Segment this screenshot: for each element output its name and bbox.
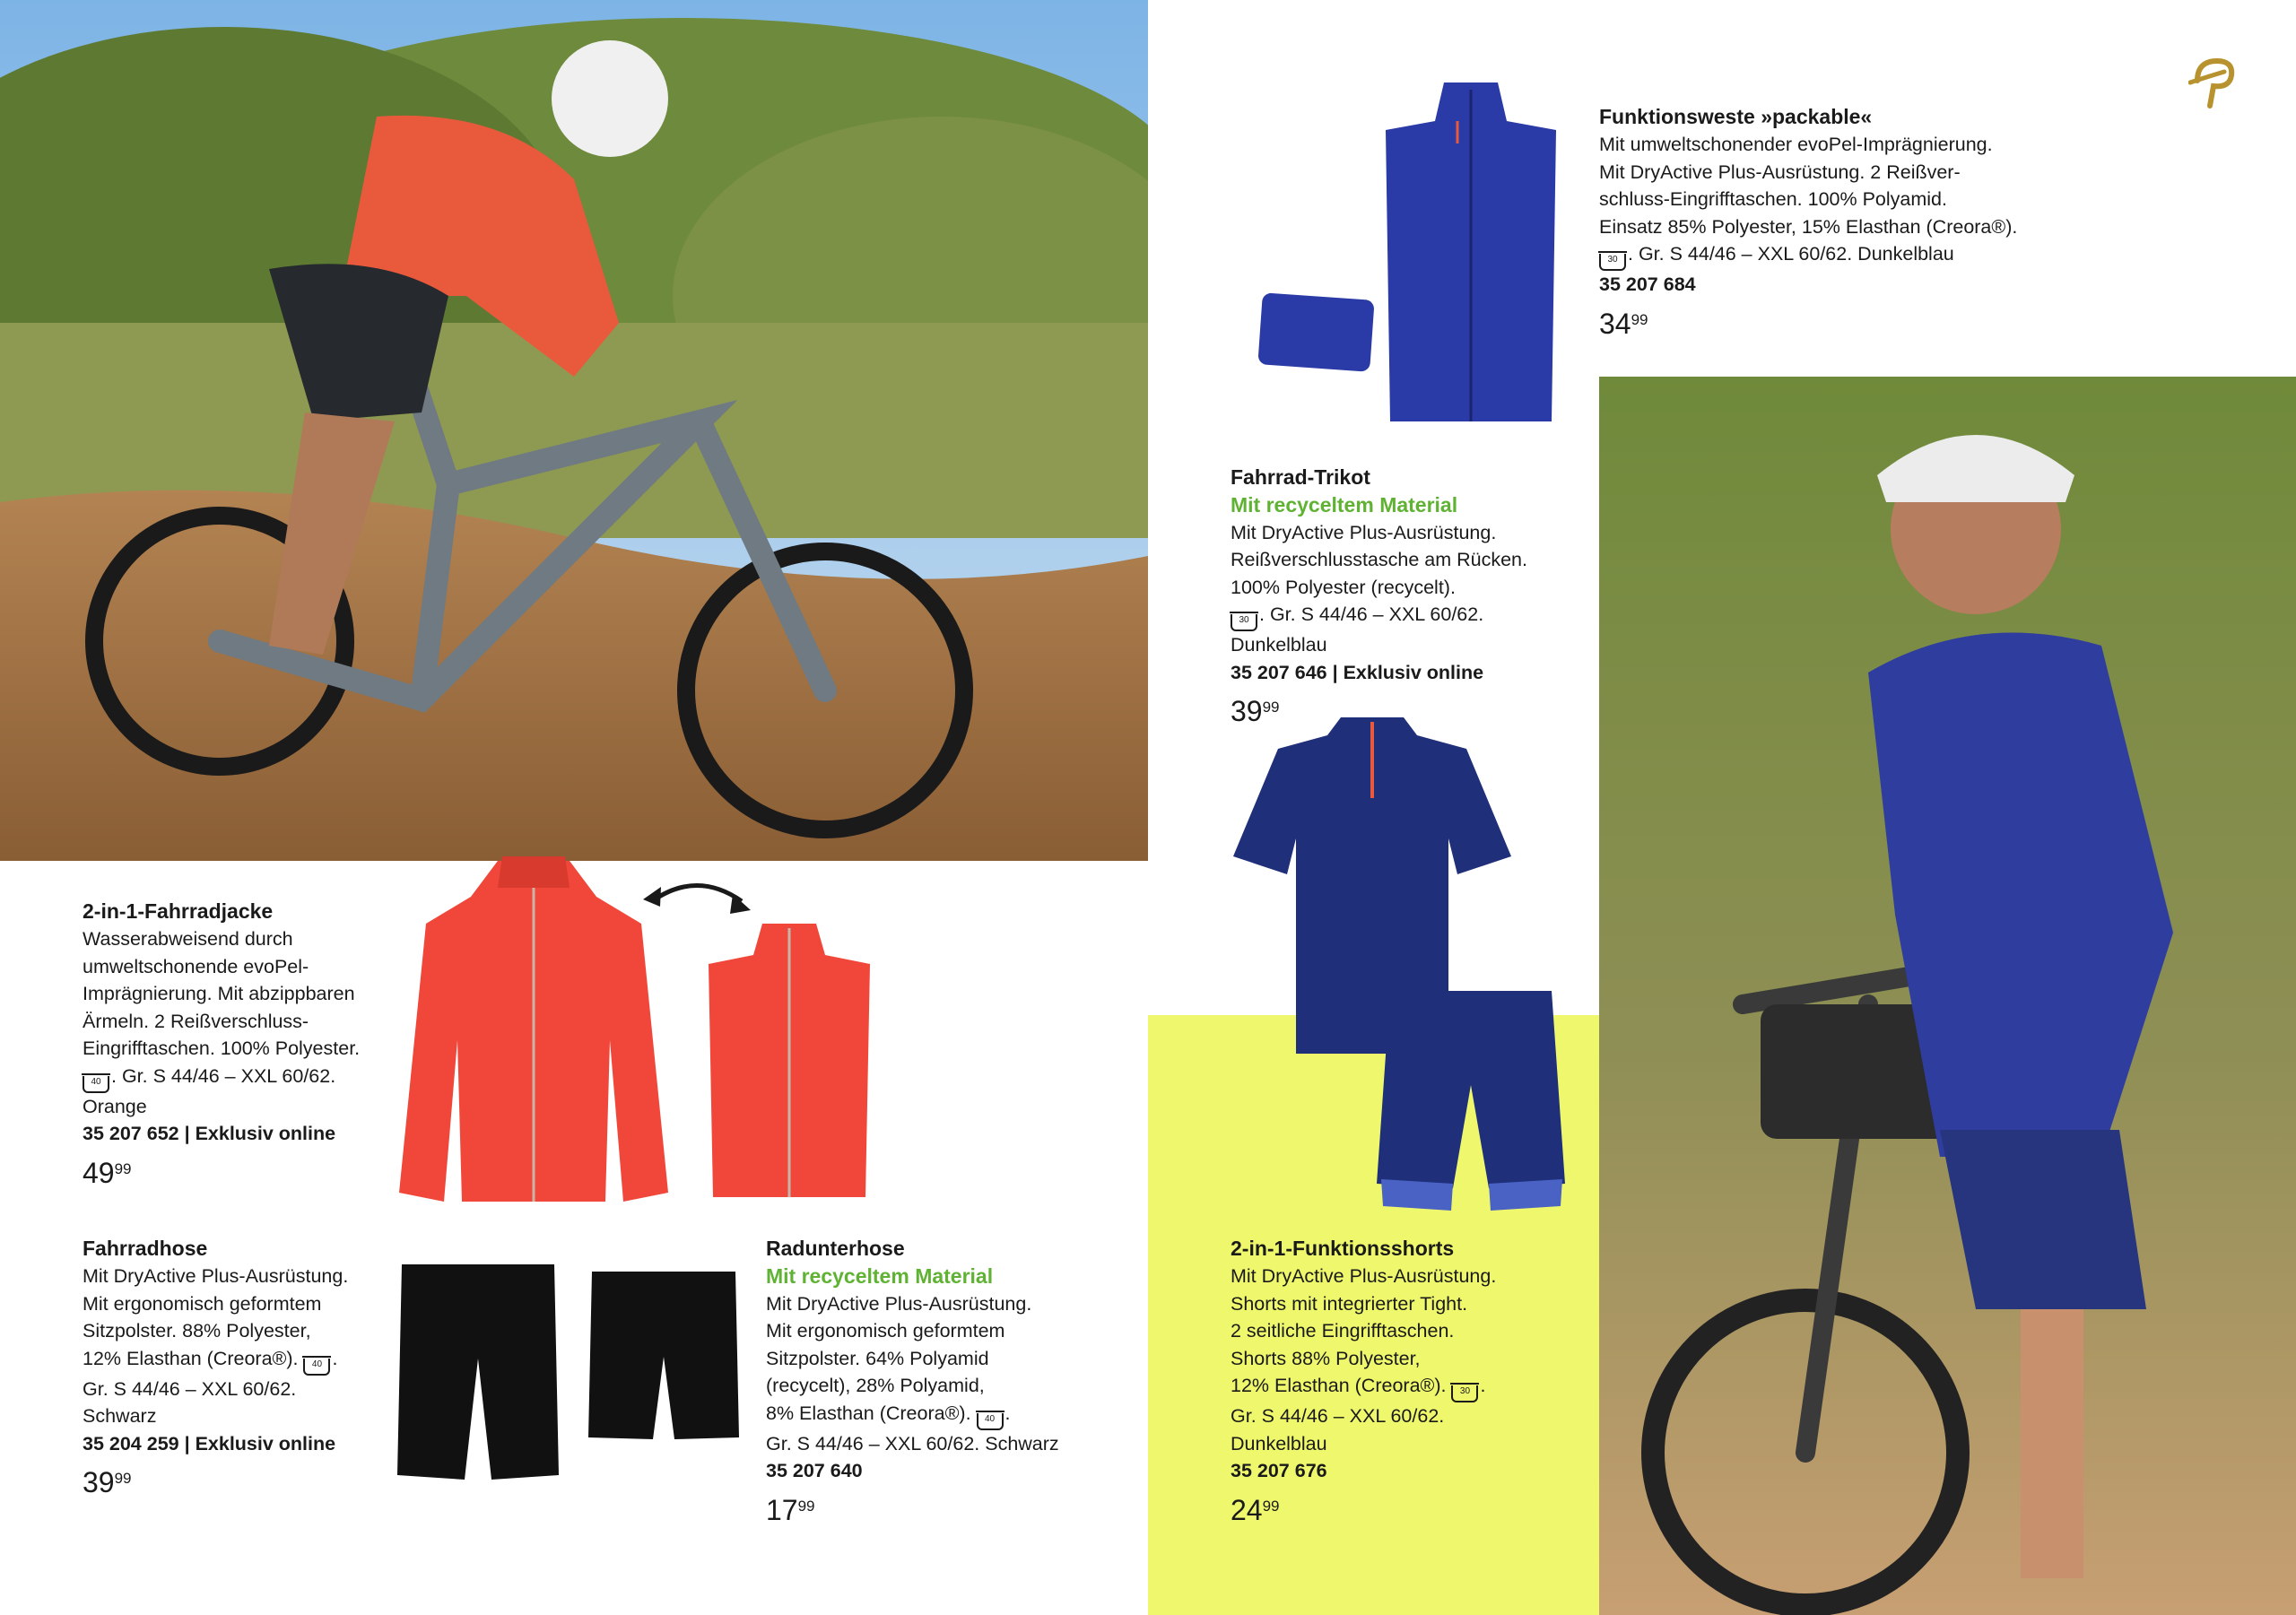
product-desc-line: Mit DryActive Plus-Ausrüstung. bbox=[1231, 1265, 1497, 1287]
shorts-image bbox=[1372, 986, 1570, 1220]
product-desc-line: schluss-Eingrifftaschen. 100% Polyamid. bbox=[1599, 188, 1947, 210]
product-price: $17^{99}$ bbox=[766, 1493, 815, 1526]
wash-care-icon: 30 bbox=[1599, 254, 1626, 271]
product-article: 35 207 646 | Exklusiv online bbox=[1231, 661, 1484, 683]
product-desc-line: Imprägnierung. Mit abzippbaren bbox=[83, 983, 355, 1004]
product-desc-line: Mit ergonomisch geformtem bbox=[83, 1292, 322, 1315]
product-title: Radunterhose bbox=[766, 1237, 905, 1260]
product-size: . Gr. S 44/46 – XXL 60/62. bbox=[1259, 603, 1484, 625]
product-jersey bbox=[1231, 463, 1580, 731]
product-desc-line: umweltschonende evoPel- bbox=[83, 955, 309, 977]
product-size: Gr. S 44/46 – XXL 60/62. bbox=[1231, 1405, 1445, 1427]
product-desc-line: (recycelt), 28% Polyamid, bbox=[766, 1375, 985, 1396]
product-price: $39^{99}$ bbox=[83, 1466, 132, 1498]
product-desc-line: 2 seitliche Eingrifftaschen. bbox=[1231, 1320, 1455, 1341]
product-vest bbox=[1599, 102, 2101, 343]
product-size: . Gr. S 44/46 – XXL 60/62. Dunkelblau bbox=[1628, 243, 1954, 265]
product-desc-line: Ärmeln. 2 Reißverschluss- bbox=[83, 1010, 309, 1032]
cyclist-photo-right bbox=[1599, 377, 2296, 1615]
product-color: Schwarz bbox=[83, 1405, 157, 1427]
wash-care-icon: 40 bbox=[977, 1413, 1004, 1430]
product-jacket bbox=[83, 897, 405, 1193]
underpants-image bbox=[585, 1267, 742, 1446]
product-desc-line: Mit DryActive Plus-Ausrüstung. 2 Reißver- bbox=[1599, 161, 1961, 183]
product-size: Gr. S 44/46 – XXL 60/62. Schwarz bbox=[766, 1432, 1059, 1454]
product-article: 35 207 684 bbox=[1599, 274, 1696, 295]
product-article: 35 207 676 bbox=[1231, 1460, 1327, 1481]
product-price: $24^{99}$ bbox=[1231, 1493, 1280, 1526]
product-desc-line: 100% Polyester (recycelt). bbox=[1231, 576, 1456, 598]
jacket-image bbox=[399, 843, 668, 1211]
product-price: $34^{99}$ bbox=[1599, 307, 1648, 340]
product-pants: Fahrradhose Mit DryActive Plus-Ausrüstung. Mit ergonomisch geformtem Sitzpolster. 88% Polyester, 12% Elasthan (Creora®). 40 . Gr. S 44/46 – XXL 60/62. Schwarz 35 204 259 | Exklusiv online $39^{99}$ bbox=[83, 1234, 396, 1502]
product-desc-line: Shorts mit integrierter Tight. bbox=[1231, 1292, 1468, 1315]
cycling-pants-image bbox=[393, 1260, 563, 1484]
product-desc-line: 12% Elasthan (Creora®). bbox=[83, 1347, 299, 1369]
product-desc-line: Wasserabweisend durch bbox=[83, 928, 293, 950]
wash-care-icon: 40 bbox=[303, 1359, 330, 1376]
cyclist-photo-left bbox=[0, 0, 1148, 861]
product-desc-line: Mit umweltschonender evoPel-Imprägnierung. bbox=[1599, 134, 1993, 155]
product-color: Orange bbox=[83, 1095, 147, 1117]
wash-care-icon: 30 bbox=[1451, 1385, 1478, 1402]
product-color: Dunkelblau bbox=[1231, 1432, 1327, 1454]
product-size: . Gr. S 44/46 – XXL 60/62. bbox=[111, 1064, 336, 1087]
wash-care-icon: 30 bbox=[1231, 614, 1257, 631]
product-desc-line: Sitzpolster. 64% Polyamid bbox=[766, 1347, 989, 1369]
product-desc-line: Mit ergonomisch geformtem bbox=[766, 1320, 1005, 1341]
product-desc-line: 8% Elasthan (Creora®). bbox=[766, 1402, 971, 1424]
product-title: 2-in-1-Funktionsshorts bbox=[1231, 1237, 1455, 1260]
product-underpants: Radunterhose Mit recyceltem Material Mit DryActive Plus-Ausrüstung. Mit ergonomisch geformtem Sitzpolster. 64% Polyamid (recycelt), 28% Polyamid, 8% Elasthan (Creora®). 40 . Gr. S 44/46 – XXL 60/62. Schwarz 35 207 640 $17^{99}$ bbox=[766, 1234, 1107, 1530]
brand-logo-icon bbox=[2188, 56, 2239, 109]
product-desc-line: Mit DryActive Plus-Ausrüstung. bbox=[766, 1292, 1032, 1315]
product-title: Fahrrad-Trikot bbox=[1231, 465, 1370, 489]
product-title: Fahrradhose bbox=[83, 1237, 208, 1260]
product-desc-line: 12% Elasthan (Creora®). bbox=[1231, 1375, 1447, 1396]
product-article: 35 207 652 | Exklusiv online bbox=[83, 1123, 336, 1144]
wash-care-icon: 40 bbox=[83, 1076, 109, 1093]
product-desc-line: Eingrifftaschen. 100% Polyester. bbox=[83, 1038, 361, 1059]
red-vest-image bbox=[704, 919, 874, 1206]
product-color: Dunkelblau bbox=[1231, 634, 1327, 656]
navy-vest-image bbox=[1256, 81, 1561, 439]
product-subtitle: Mit recyceltem Material bbox=[766, 1264, 994, 1288]
product-desc-line: Reißverschlusstasche am Rücken. bbox=[1231, 549, 1527, 570]
product-article: 35 204 259 | Exklusiv online bbox=[83, 1432, 336, 1454]
product-title: 2-in-1-Fahrradjacke bbox=[83, 899, 274, 923]
product-size: Gr. S 44/46 – XXL 60/62. bbox=[83, 1377, 297, 1400]
product-shorts: 2-in-1-Funktionsshorts Mit DryActive Plus-Ausrüstung. Shorts mit integrierter Tight. 2 seitliche Eingrifftaschen. Shorts 88% Polyester, 12% Elasthan (Creora®). 30 . Gr. S 44/46 – XXL 60/62. Dunkelblau 35 207 676 $24^{99}$ bbox=[1231, 1234, 1571, 1530]
product-title: Funktionsweste »packable« bbox=[1599, 105, 1873, 128]
product-desc-line: Shorts 88% Polyester, bbox=[1231, 1347, 1421, 1369]
product-desc-line: Sitzpolster. 88% Polyester, bbox=[83, 1320, 311, 1341]
product-price: $49^{99}$ bbox=[83, 1156, 132, 1189]
product-article: 35 207 640 bbox=[766, 1460, 863, 1481]
product-desc-line: Einsatz 85% Polyester, 15% Elasthan (Creora®). bbox=[1599, 215, 2018, 238]
product-subtitle: Mit recyceltem Material bbox=[1231, 493, 1458, 517]
product-desc-line: Mit DryActive Plus-Ausrüstung. bbox=[83, 1265, 349, 1287]
product-desc-line: Mit DryActive Plus-Ausrüstung. bbox=[1231, 521, 1497, 543]
product-price: $39^{99}$ bbox=[1231, 695, 1280, 727]
